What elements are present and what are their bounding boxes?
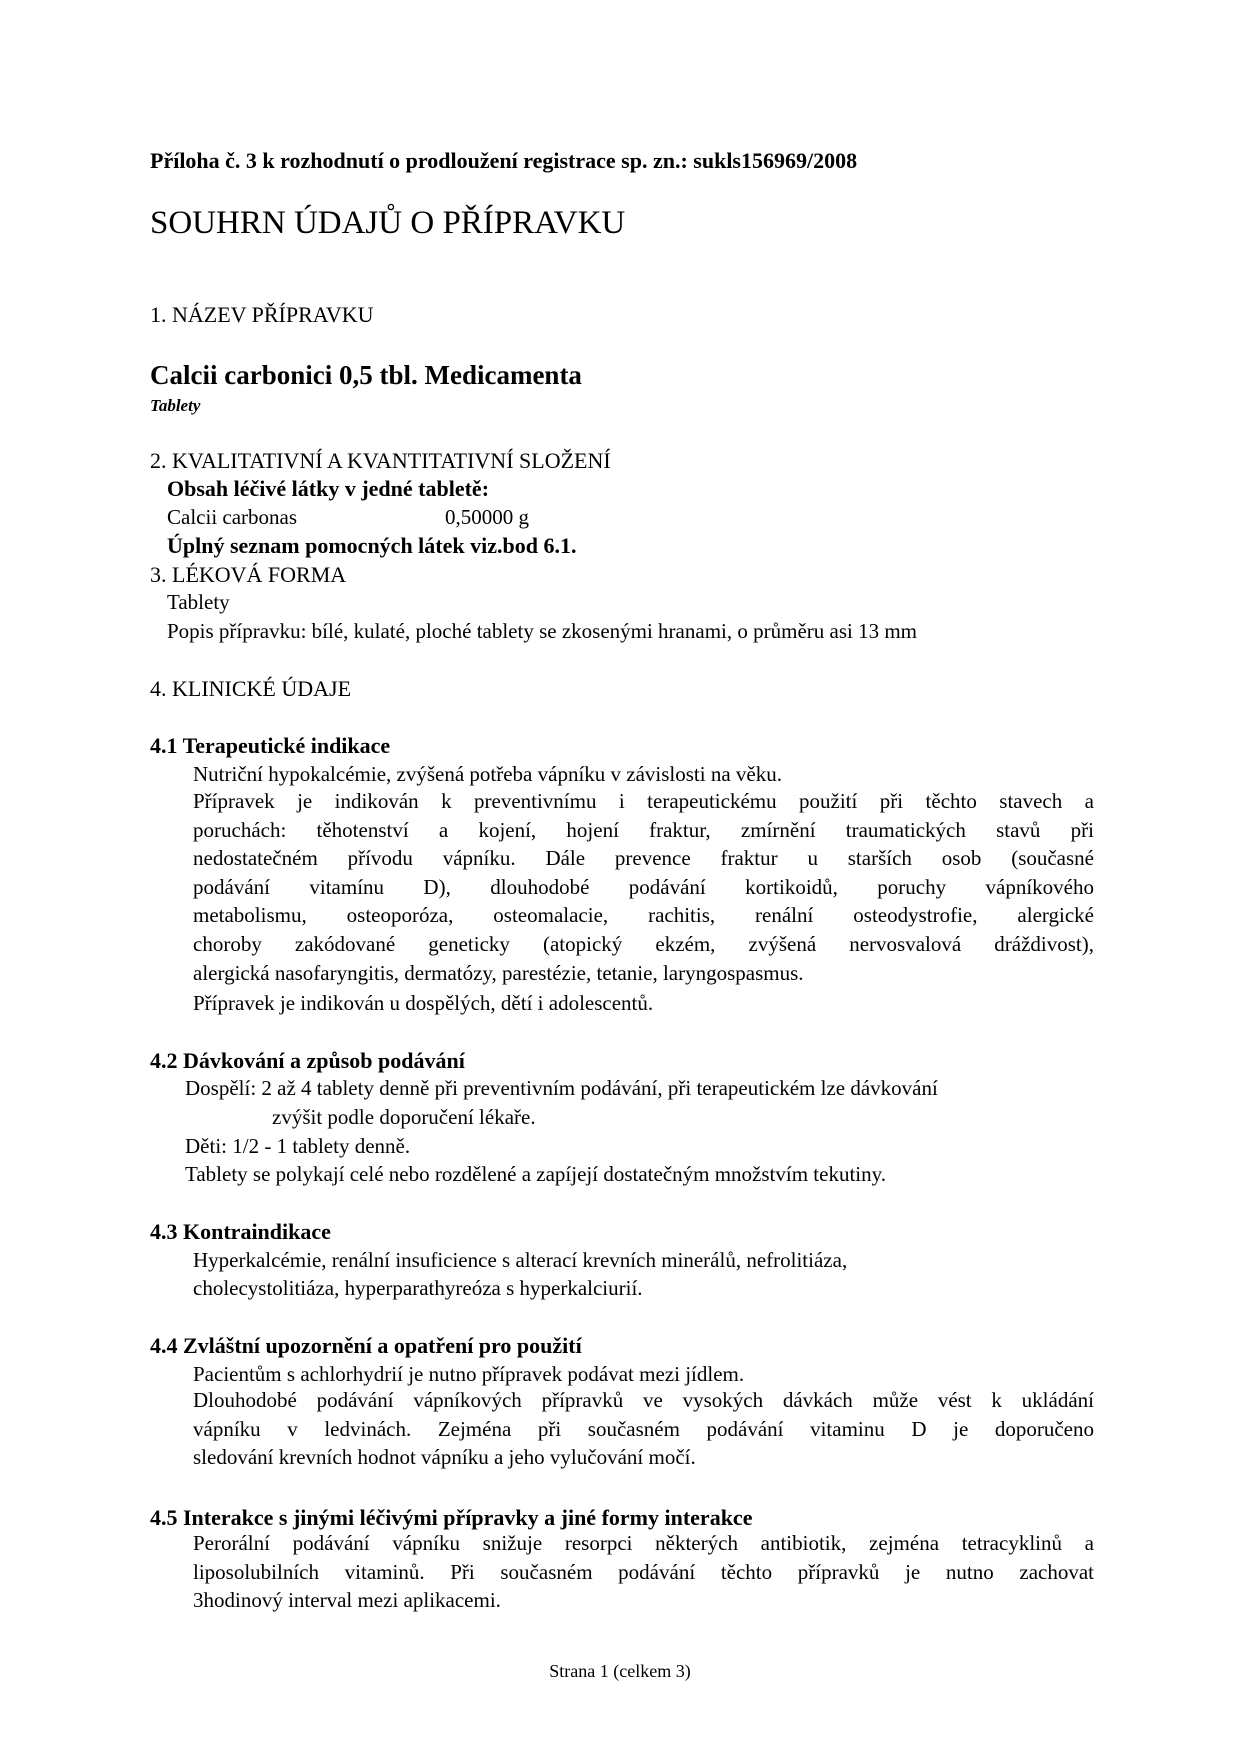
text-line: vápníku v ledvinách. Zejména při současném podávání vitaminu D je doporučeno bbox=[193, 1416, 1094, 1441]
dosage-children: Děti: 1/2 - 1 tablety denně. bbox=[185, 1134, 411, 1158]
excipients-note: Úplný seznam pomocných látek viz.bod 6.1. bbox=[167, 533, 577, 558]
text-line: Perorální podávání vápníku snižuje resorpci některých antibiotik, zejména tetracyklinů a bbox=[193, 1531, 1094, 1555]
warnings-paragraph bbox=[193, 1386, 1094, 1472]
page-footer: Strana 1 (celkem 3) bbox=[549, 1661, 691, 1681]
indications-line-1: Nutriční hypokalcémie, zvýšená potřeba vápníku v závislosti na věku. bbox=[193, 762, 782, 786]
text-line: Přípravek je indikován k preventivnímu i terapeutickému použití při těchto stavech a bbox=[193, 789, 1094, 813]
product-name: Calcii carbonici 0,5 tbl. Medicamenta bbox=[150, 360, 582, 390]
text-line: metabolismu, osteoporóza, osteomalacie, rachitis, renální osteodystrofie, alergické bbox=[193, 903, 1094, 928]
contraindications-line-1: Hyperkalcémie, renální insuficience s alterací krevních minerálů, nefrolitiáza, bbox=[193, 1248, 848, 1272]
dosage-form: Tablety bbox=[167, 590, 230, 614]
text-line: alergická nasofaryngitis, dermatózy, parestézie, tetanie, laryngospasmus. bbox=[193, 960, 804, 985]
contraindications-line-2: cholecystolitiáza, hyperparathyreóza s hyperkalciurií. bbox=[193, 1276, 643, 1300]
text-line: sledování krevních hodnot vápníku a jeho vylučování močí. bbox=[193, 1445, 696, 1470]
text-line: choroby zakódované geneticky (atopický ekzém, zvýšená nervosvalová dráždivost), bbox=[193, 931, 1094, 956]
document-title: SOUHRN ÚDAJŮ O PŘÍPRAVKU bbox=[150, 205, 626, 241]
dosage-adults-line-1: Dospělí: 2 až 4 tablety denně při preventivním podávání, při terapeutickém lze dávkování bbox=[185, 1076, 938, 1100]
section-3-heading: 3. LÉKOVÁ FORMA bbox=[150, 562, 347, 587]
warnings-line-1: Pacientům s achlorhydrií je nutno přípravek podávat mezi jídlem. bbox=[193, 1362, 745, 1386]
section-1-heading: 1. NÁZEV PŘÍPRAVKU bbox=[150, 302, 374, 327]
text-line: 3hodinový interval mezi aplikacemi. bbox=[193, 1588, 501, 1613]
section-4-4-heading: 4.4 Zvláštní upozornění a opatření pro použití bbox=[150, 1333, 582, 1358]
document-header: Příloha č. 3 k rozhodnutí o prodloužení registrace sp. zn.: sukls156969/2008 bbox=[150, 148, 858, 173]
indications-line-3: Přípravek je indikován u dospělých, dětí i adolescentů. bbox=[193, 991, 654, 1015]
text-line: podávání vitamínu D), dlouhodobé podávání kortikoidů, poruchy vápníkového bbox=[193, 874, 1094, 899]
section-4-3-heading: 4.3 Kontraindikace bbox=[150, 1219, 331, 1244]
product-description: Popis přípravku: bílé, kulaté, ploché tablety se zkosenými hranami, o průměru asi 13 mm bbox=[167, 619, 918, 643]
section-4-2-heading: 4.2 Dávkování a způsob podávání bbox=[150, 1048, 465, 1073]
section-4-5-heading: 4.5 Interakce s jinými léčivými přípravky a jiné formy interakce bbox=[150, 1505, 753, 1530]
text-line: liposolubilních vitaminů. Při současném podávání těchto přípravků je nutno zachovat bbox=[193, 1559, 1094, 1584]
section-4-1-heading: 4.1 Terapeutické indikace bbox=[150, 733, 391, 758]
interactions-paragraph bbox=[193, 1529, 1094, 1615]
dosage-adults-line-2: zvýšit podle doporučení lékaře. bbox=[272, 1105, 536, 1129]
text-line: poruchách: těhotenství a kojení, hojení fraktur, zmírnění traumatických stavů při bbox=[193, 817, 1094, 842]
product-form: Tablety bbox=[150, 396, 201, 415]
section-4-heading: 4. KLINICKÉ ÚDAJE bbox=[150, 676, 352, 701]
text-line: Dlouhodobé podávání vápníkových přípravků ve vysokých dávkách může vést k ukládání bbox=[193, 1388, 1094, 1412]
ingredient-name: Calcii carbonas bbox=[167, 505, 298, 529]
text-line: nedostatečném přívodu vápníku. Dále prevence fraktur u starších osob (současné bbox=[193, 846, 1094, 871]
section-2-heading: 2. KVALITATIVNÍ A KVANTITATIVNÍ SLOŽENÍ bbox=[150, 448, 611, 473]
dosage-administration: Tablety se polykají celé nebo rozdělené a zapíjejí dostatečným množstvím tekutiny. bbox=[185, 1162, 887, 1186]
section-2-subheading: Obsah léčivé látky v jedné tabletě: bbox=[167, 476, 490, 501]
ingredient-amount: 0,50000 g bbox=[445, 505, 529, 529]
indications-paragraph bbox=[193, 787, 1094, 987]
